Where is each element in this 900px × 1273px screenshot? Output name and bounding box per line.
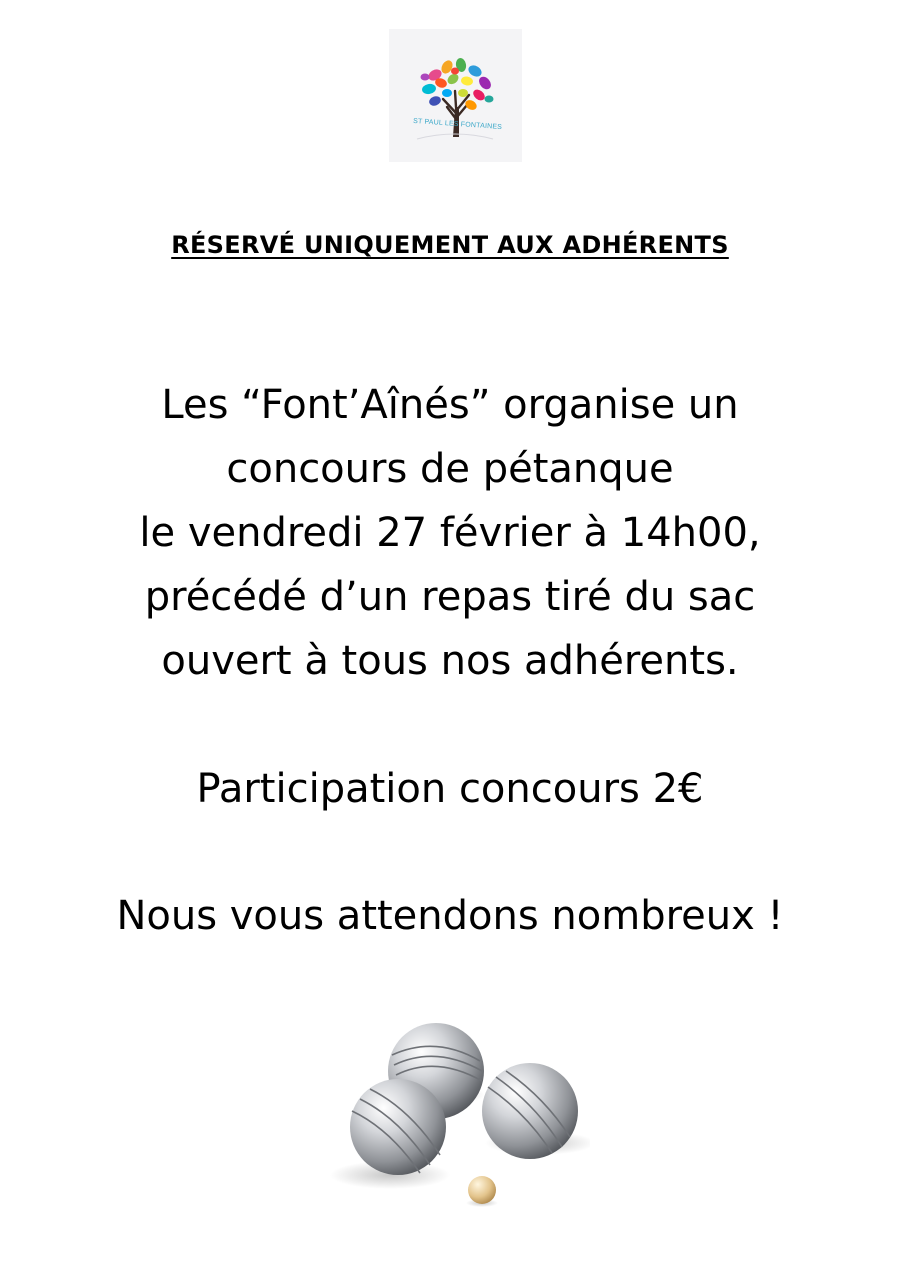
hand-tree-icon [389,29,522,162]
announcement-line: Les “Font’Aînés” organise un [161,382,739,428]
petanque-illustration [330,1015,590,1215]
announcement-line: ouvert à tous nos adhérents. [161,638,739,684]
announcement-line: concours de pétanque [226,446,674,492]
participation-fee: Participation concours 2€ [196,766,704,812]
members-only-notice: RÉSERVÉ UNIQUEMENT AUX ADHÉRENTS [171,231,729,259]
announcement-text [0,373,900,693]
petanque-boules-icon [330,1015,590,1215]
logo-caption: ST PAUL LES FONTAINES [412,117,503,132]
announcement-line: le vendredi 27 février à 14h00, [139,510,761,556]
closing-message: Nous vous attendons nombreux ! [116,893,784,939]
announcement-line: précédé d’un repas tiré du sac [144,574,756,620]
club-logo [389,29,522,162]
